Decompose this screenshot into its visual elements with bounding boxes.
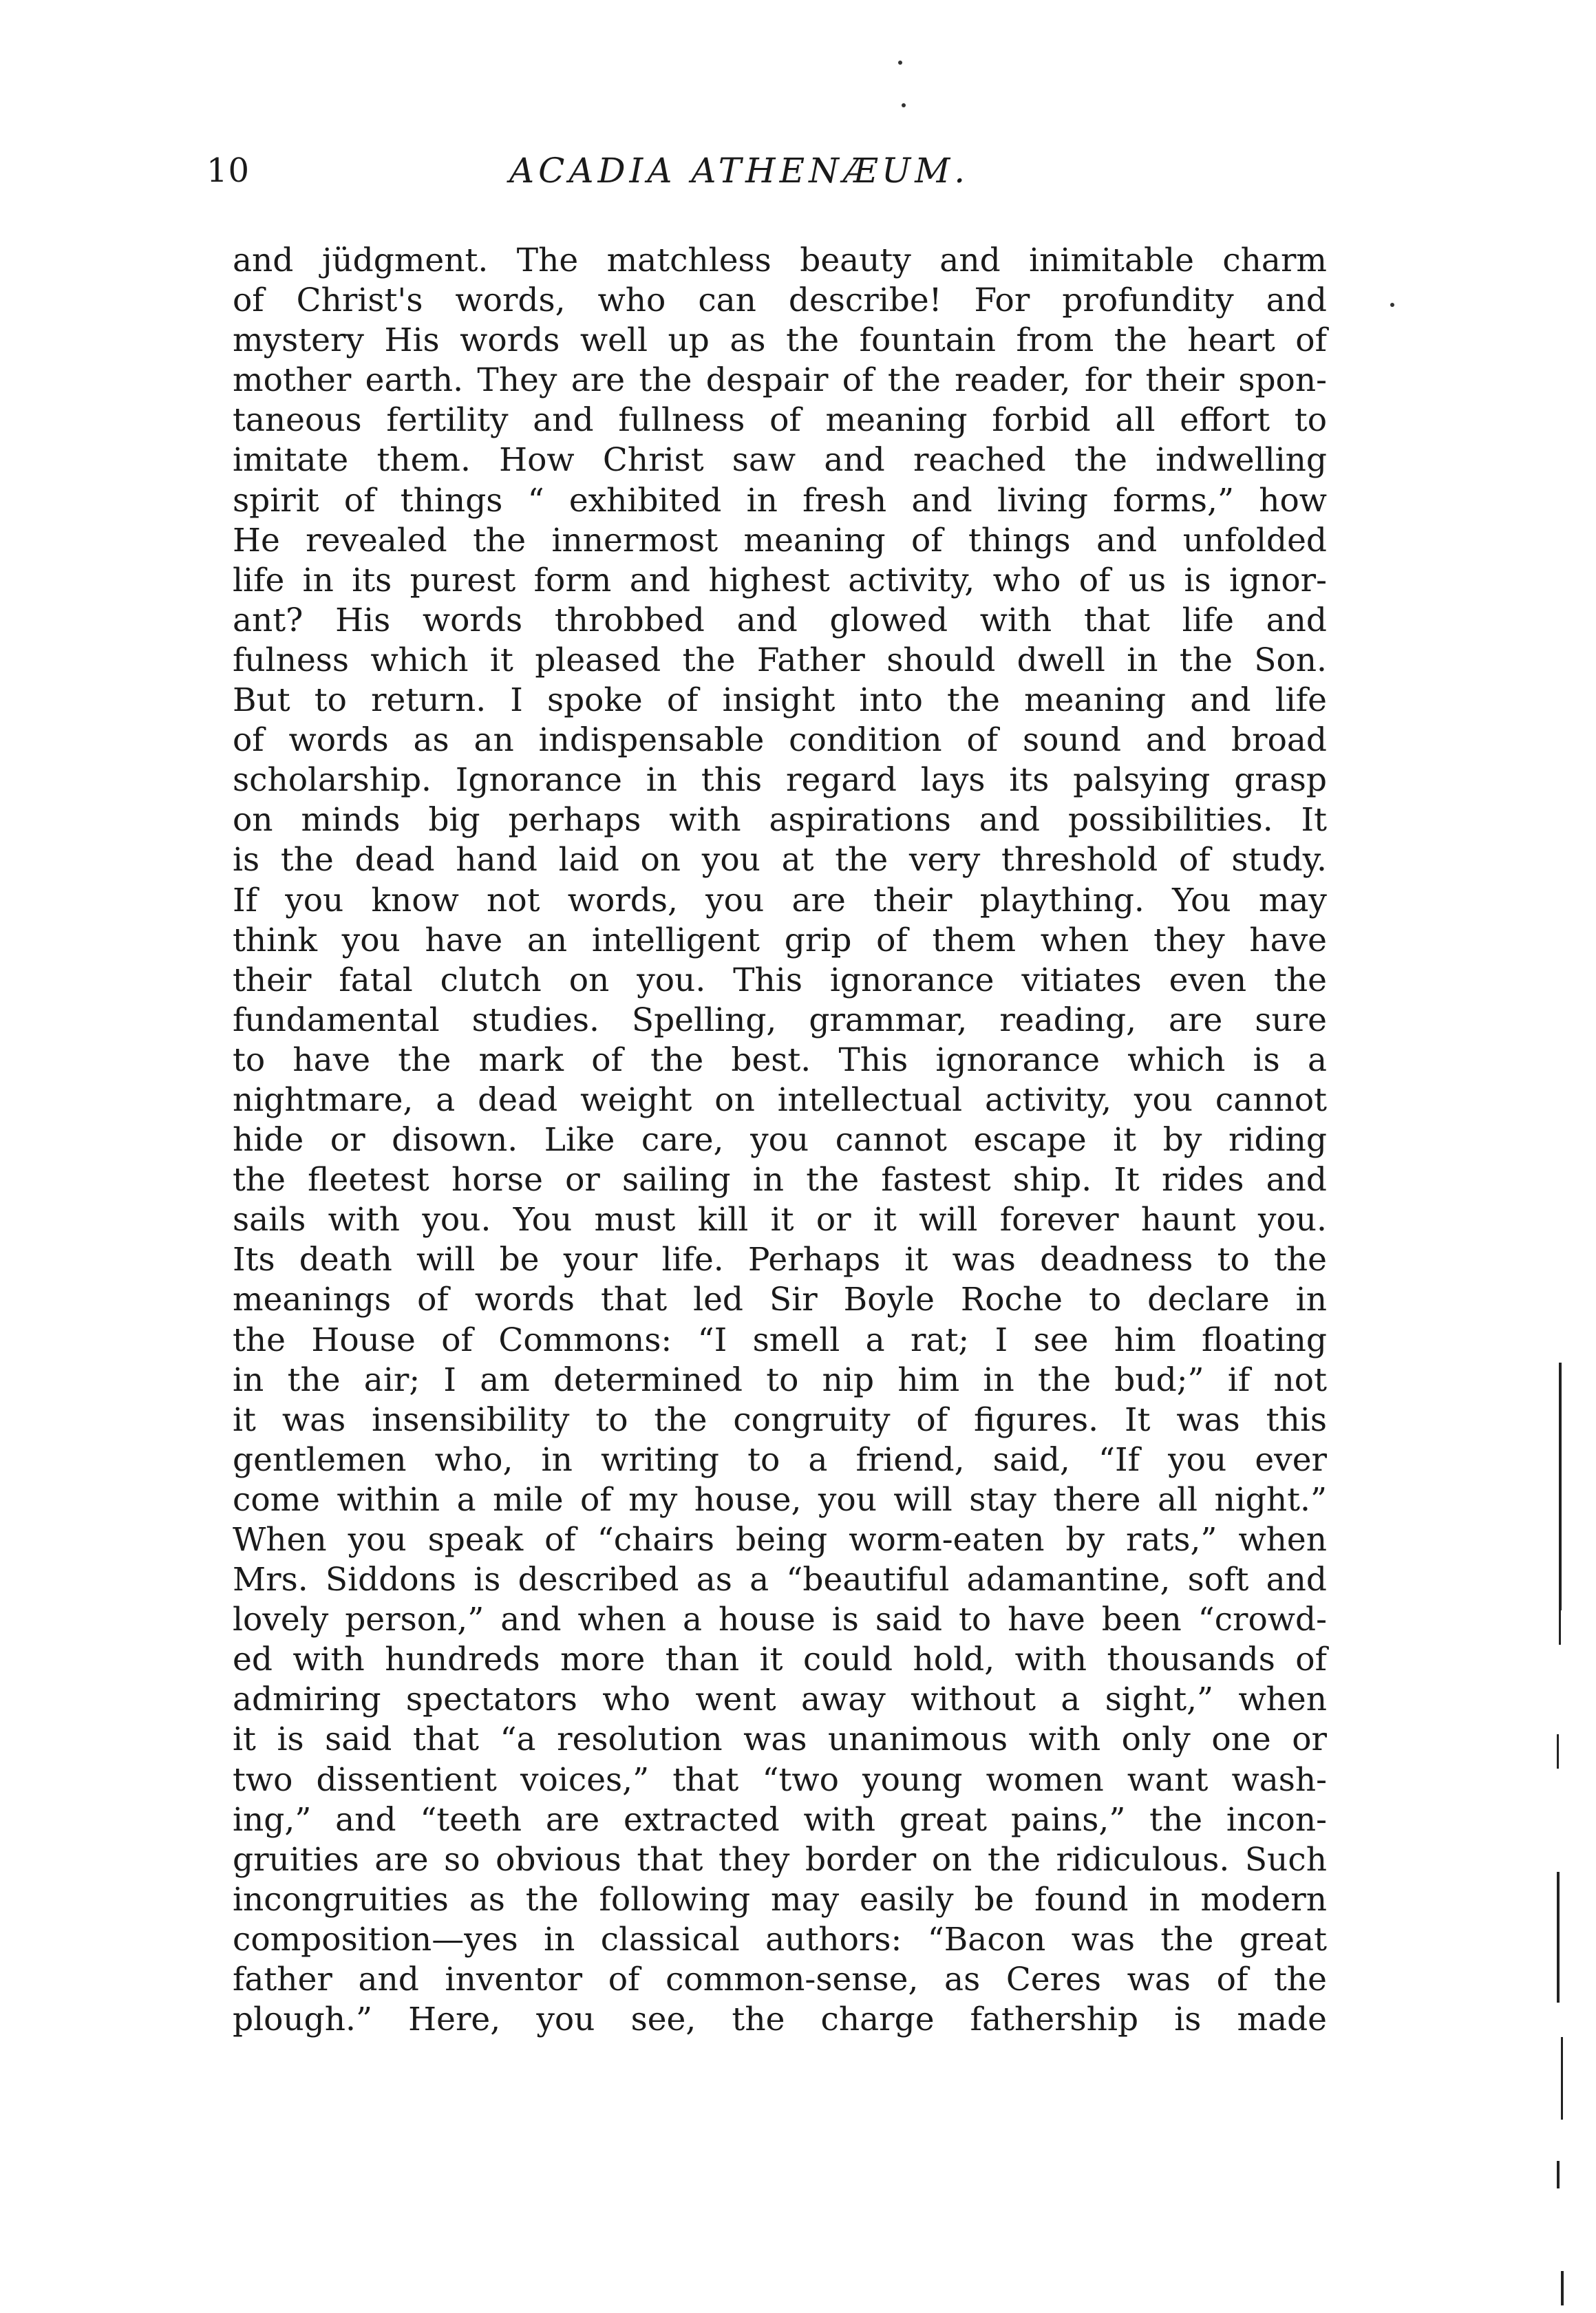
text-line: of words as an indispensable condition of sound and broad (233, 721, 1327, 760)
scan-edge-mark (1561, 2037, 1563, 2120)
text-line: spirit of things “ exhibited in fresh and living forms,” how (233, 481, 1327, 520)
text-line: the fleetest horse or sailing in the fastest ship. It rides and (233, 1161, 1327, 1200)
text-line: lovely person,” and when a house is said to have been “crowd- (233, 1601, 1327, 1639)
text-line: admiring spectators who went away without a sight,” when (233, 1681, 1327, 1719)
text-line: ing,” and “teeth are extracted with great pains,” the incon- (233, 1800, 1327, 1839)
text-line: fundamental studies. Spelling, grammar, reading, are sure (233, 1001, 1327, 1039)
text-line: hide or disown. Like care, you cannot escape it by riding (233, 1121, 1327, 1160)
text-line: imitate them. How Christ saw and reached the indwelling (233, 441, 1327, 480)
text-line: plough.” Here, you see, the charge fathership is made (233, 2001, 1327, 2039)
text-line: mystery His words well up as the fountain from the heart of (233, 321, 1327, 360)
text-line: is the dead hand laid on you at the very threshold of study. (233, 841, 1327, 880)
text-line: incongruities as the following may easily be found in modern (233, 1880, 1327, 1919)
text-line: mother earth. They are the despair of the reader, for their spon- (233, 361, 1327, 400)
text-line: to have the mark of the best. This ignorance which is a (233, 1041, 1327, 1079)
text-line: But to return. I spoke of insight into the meaning and life (233, 681, 1327, 720)
text-line: taneous fertility and fullness of meaning forbid all effort to (233, 401, 1327, 440)
text-line: think you have an intelligent grip of them when they have (233, 921, 1327, 959)
text-line: the House of Commons: “I smell a rat; I see him floating (233, 1321, 1327, 1359)
text-line: gentlemen who, in writing to a friend, said, “If you ever (233, 1440, 1327, 1479)
text-line: their fatal clutch on you. This ignorance vitiates even the (233, 961, 1327, 999)
text-line: fulness which it pleased the Father should dwell in the Son. (233, 641, 1327, 679)
text-line: and jüdgment. The matchless beauty and inimitable charm (233, 242, 1327, 279)
text-line: two dissentient voices,” that “two young women want wash- (233, 1760, 1327, 1799)
text-line: nightmare, a dead weight on intellectual activity, you cannot (233, 1080, 1327, 1119)
text-line: on minds big perhaps with aspirations and possibilities. It (233, 801, 1327, 840)
text-line: come within a mile of my house, you will stay there all night.” (233, 1480, 1327, 1519)
running-head: ACADIA ATHENÆUM. (509, 151, 970, 191)
scan-speck (1390, 303, 1394, 307)
text-line: When you speak of “chairs being worm-eaten by rats,” when (233, 1521, 1327, 1559)
text-line: gruities are so obvious that they border on the ridiculous. Such (233, 1840, 1327, 1879)
text-line: ant? His words throbbed and glowed with that life and (233, 601, 1327, 639)
text-line: Its death will be your life. Perhaps it was deadness to the (233, 1241, 1327, 1279)
scan-speck (898, 61, 902, 65)
text-line: of Christ's words, who can describe! For profundity and (233, 281, 1327, 320)
page-number: 10 (206, 151, 251, 190)
scan-edge-mark (1561, 2271, 1564, 2305)
text-line: composition—yes in classical authors: “Bacon was the great (233, 1920, 1327, 1959)
scan-edge-mark (1559, 1363, 1562, 1610)
scan-edge-mark (1557, 1734, 1559, 1769)
scan-edge-mark (1559, 1603, 1561, 1645)
text-line: Mrs. Siddons is described as a “beautiful adamantine, soft and (233, 1561, 1327, 1599)
text-line: meanings of words that led Sir Boyle Roche to declare in (233, 1281, 1327, 1319)
text-line: it was insensibility to the congruity of figures. It was this (233, 1400, 1327, 1439)
text-line: life in its purest form and highest activity, who of us is ignor- (233, 561, 1327, 599)
text-line: sails with you. You must kill it or it will forever haunt you. (233, 1201, 1327, 1239)
text-line: it is said that “a resolution was unanimous with only one or (233, 1720, 1327, 1759)
scan-edge-mark (1557, 1872, 1560, 2003)
scan-speck (902, 103, 906, 107)
text-line: ed with hundreds more than it could hold, with thousands of (233, 1641, 1327, 1679)
text-line: He revealed the innermost meaning of things and unfolded (233, 521, 1327, 559)
scan-edge-mark (1557, 2161, 1560, 2188)
text-line: in the air; I am determined to nip him in the bud;” if not (233, 1361, 1327, 1399)
text-line: If you know not words, you are their plaything. You may (233, 881, 1327, 919)
text-line: father and inventor of common-sense, as Ceres was of the (233, 1961, 1327, 1999)
text-line: scholarship. Ignorance in this regard lays its palsying grasp (233, 761, 1327, 800)
body-text (233, 241, 1327, 2040)
